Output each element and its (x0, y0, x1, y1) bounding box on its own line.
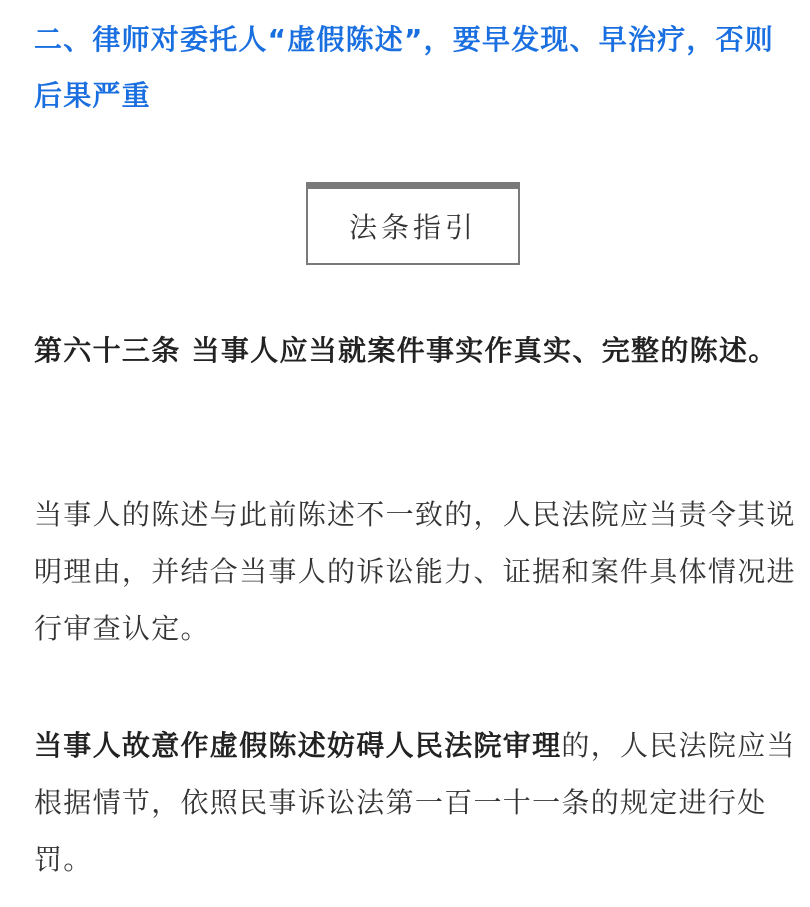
section-heading: 二、律师对委托人“虚假陈述”，要早发现、早治疗，否则后果严重 (34, 23, 775, 112)
article-63-bold-text: 第六十三条 当事人应当就案件事实作真实、完整的陈述。 (34, 334, 778, 367)
inconsistent-statement-text: 当事人的陈述与此前陈述不一致的，人民法院应当责令其说明理由，并结合当事人的诉讼能力、证据和案件具体情况进行审查认定。 (34, 498, 796, 645)
false-statement-penalty-paragraph (34, 717, 796, 888)
false-statement-bold-text: 当事人故意作虚假陈述妨碍人民法院审理 (34, 729, 562, 762)
inconsistent-statement-paragraph (34, 486, 796, 657)
article-63-paragraph (34, 322, 796, 379)
false-statement-rest-text: 的，人民法院应当根据情节，依照民事诉讼法第一百一十一条的规定进行处罚。 (34, 729, 796, 876)
law-guide-label-box (306, 182, 520, 265)
law-guide-label: 法条指引 (348, 211, 477, 244)
